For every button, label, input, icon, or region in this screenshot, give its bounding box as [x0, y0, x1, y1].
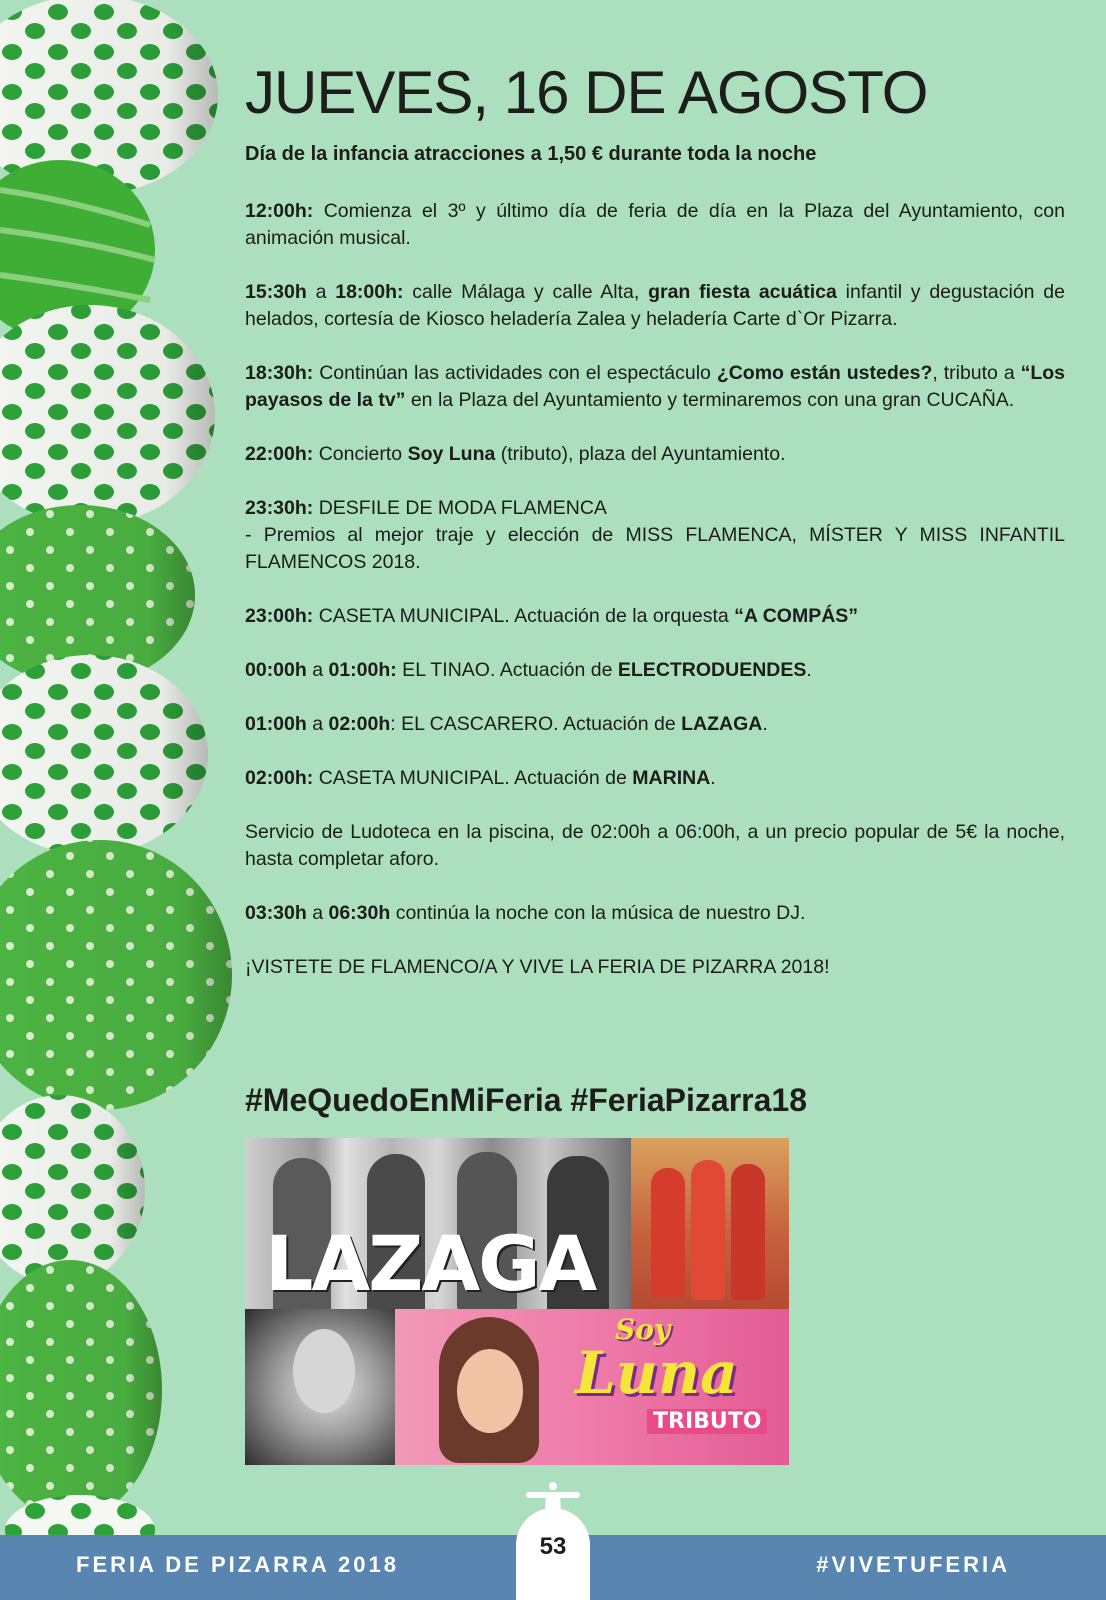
event-text: . [762, 713, 768, 735]
event-ludoteca [245, 819, 1065, 873]
event-2300 [245, 603, 1065, 630]
event-text: calle Málaga y calle Alta, [403, 281, 649, 303]
event-time-end: 06:30h [328, 902, 391, 924]
lazaga-logo-text: LAZAGA [265, 1219, 596, 1308]
event-time: 18:30h: [245, 362, 314, 384]
event-time: 12:00h: [245, 200, 314, 222]
event-time: 23:30h: [245, 497, 314, 519]
event-text: ¡VISTETE DE FLAMENCO/A Y VIVE LA FERIA DE PIZARRA 2018! [245, 956, 830, 978]
event-closing-slogan [245, 954, 1065, 981]
page-number: 53 [539, 1533, 567, 1560]
artist-photo-collage [245, 1138, 789, 1465]
page-title: JUEVES, 16 DE AGOSTO [245, 59, 928, 126]
footer-hashtag: #VIVETUFERIA [816, 1552, 1010, 1577]
event-connector: a [306, 713, 329, 735]
event-highlight: ELECTRODUENDES [617, 659, 807, 681]
event-0000 [245, 657, 1065, 684]
event-text: en la Plaza del Ayuntamiento y terminaremos con una gran CUCAÑA. [405, 389, 1015, 411]
event-0100 [245, 711, 1065, 738]
event-time-start: 01:00h [245, 713, 307, 735]
event-connector: a [306, 659, 329, 681]
event-highlight: ¿Como están ustedes? [716, 362, 933, 384]
lantern-white-2 [0, 305, 215, 525]
event-0200 [245, 765, 1065, 792]
event-time-end: 02:00h [328, 713, 391, 735]
event-text: EL TINAO. Actuación de [396, 659, 618, 681]
soy-logo-text: Soy [615, 1313, 671, 1346]
event-time-start: 00:00h [245, 659, 307, 681]
event-time-end: 01:00h: [328, 659, 397, 681]
clown-figure [691, 1160, 725, 1300]
hashtags: #MeQuedoEnMiFeria #FeriaPizarra18 [245, 1082, 807, 1118]
event-text: CASETA MUNICIPAL. Actuación de la orquesta [313, 605, 735, 627]
subtitle: Día de la infancia atracciones a 1,50 € durante toda la noche [245, 143, 817, 165]
event-1830 [245, 360, 1065, 414]
event-text: (tributo), plaza del Ayuntamiento. [495, 443, 786, 465]
event-time-start: 03:30h [245, 902, 307, 924]
event-time: 02:00h: [245, 767, 314, 789]
lantern-white-3 [0, 655, 208, 855]
page-number-badge [516, 1508, 590, 1600]
event-text: . [710, 767, 716, 789]
event-text: : EL CASCARERO. Actuación de [390, 713, 682, 735]
event-highlight: MARINA [632, 767, 711, 789]
luna-logo-text: Luna [575, 1339, 738, 1407]
event-text: . [806, 659, 812, 681]
lantern-white-4 [0, 1095, 145, 1285]
face-shape [293, 1329, 355, 1413]
event-1530 [245, 279, 1065, 333]
events-list [245, 198, 1065, 981]
payasos-tv-photo [631, 1138, 789, 1309]
event-highlight: “A COMPÁS” [734, 605, 859, 627]
event-text: infantil y degustación de helados, cortesía de Kiosco heladería Zalea y heladería Carte d`Or Pizarra. [245, 281, 1065, 330]
event-highlight: Soy Luna [407, 443, 496, 465]
event-time: 23:00h: [245, 605, 314, 627]
event-2200 [245, 441, 1065, 468]
lazaga-band-photo [245, 1138, 631, 1309]
event-connector: a [306, 281, 336, 303]
event-connector: a [306, 902, 329, 924]
event-1200 [245, 198, 1065, 252]
event-text: , tributo a [932, 362, 1021, 384]
event-time-start: 15:30h [245, 281, 307, 303]
event-0330 [245, 900, 1065, 927]
event-time: 22:00h: [245, 443, 314, 465]
footer-feria-title: FERIA DE PIZARRA 2018 [76, 1552, 399, 1577]
lantern-green-3 [0, 840, 232, 1110]
event-text: Comienza el 3º y último día de feria de día en la Plaza del Ayuntamiento, con animación musical. [245, 200, 1065, 249]
event-time-end: 18:00h: [335, 281, 404, 303]
event-text: continúa la noche con la música de nuestro DJ. [390, 902, 806, 924]
event-2330 [245, 495, 1065, 576]
event-highlight: LAZAGA [681, 713, 763, 735]
face-shape [457, 1349, 523, 1433]
tributo-logo-text: TRIBUTO [647, 1409, 767, 1434]
event-highlight: “Los payasos de la tv” [245, 362, 1066, 411]
soy-luna-photo [395, 1309, 789, 1465]
event-text: - Premios al mejor traje y elección de MISS FLAMENCA, MÍSTER Y MISS INFANTIL FLAMENCOS 2018. [245, 524, 1065, 573]
event-highlight: gran fiesta acuática [648, 281, 837, 303]
event-text: Servicio de Ludoteca en la piscina, de 02:00h a 06:00h, a un precio popular de 5€ la noche, hasta completar aforo. [245, 821, 1065, 870]
event-text: Continúan las actividades con el espectáculo [313, 362, 717, 384]
event-text: DESFILE DE MODA FLAMENCA [313, 497, 607, 519]
event-text: Concierto [313, 443, 408, 465]
paper-lanterns-decoration [0, 0, 240, 1535]
clown-figure [651, 1168, 685, 1298]
clown-figure [731, 1164, 765, 1300]
event-text: CASETA MUNICIPAL. Actuación de [313, 767, 633, 789]
marina-photo [245, 1309, 395, 1465]
lantern-green-4 [0, 1260, 162, 1520]
